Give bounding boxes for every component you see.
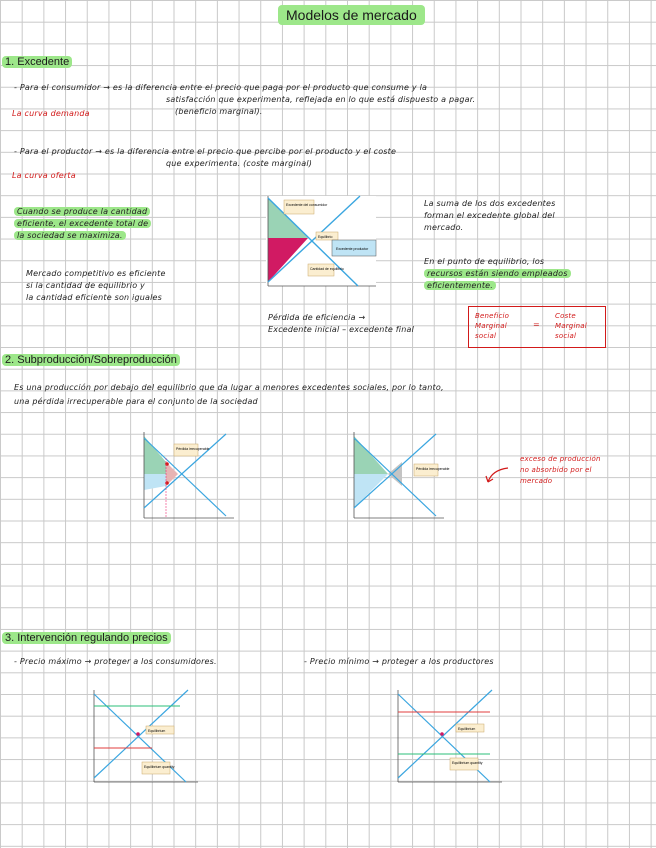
producer-note: La curva oferta <box>12 171 76 180</box>
left-note-block <box>14 206 151 242</box>
surplus-chart <box>250 190 380 300</box>
right-note-5: recursos están siendo empleados <box>424 269 571 278</box>
section2-line2: una pérdida irrecuperable para el conjunto de la sociedad <box>14 397 258 406</box>
max-price-line: - Precio máximo → proteger a los consumidores. <box>14 657 217 666</box>
equilibrium-point <box>136 732 140 736</box>
equilibrium-point <box>440 732 444 736</box>
side-note-2: no absorbido por el <box>520 466 592 474</box>
loss-block <box>268 312 414 336</box>
consumer-note: La curva demanda <box>12 109 90 118</box>
left-note-2: eficiente, el excedente total de <box>14 219 151 228</box>
right-note-3: mercado. <box>424 223 464 232</box>
ps-area <box>144 474 166 490</box>
left-note-block-2 <box>26 268 166 304</box>
producer-line2: que experimenta. (coste marginal) <box>166 159 313 168</box>
left-note-5: si la cantidad de equilibrio y <box>26 281 145 290</box>
max-price-chart <box>80 686 204 794</box>
section2-line1: Es una producción por debajo del equilibrio que da lugar a menores excedentes sociales, por lo tanto, <box>14 383 444 392</box>
left-note-6: la cantidad eficiente son iguales <box>26 293 163 302</box>
marginal-equality-box <box>468 306 606 348</box>
left-note-3: la sociedad se maximiza. <box>14 231 126 240</box>
qty-label: Equilibrium quantity <box>452 761 483 765</box>
right-note-1: La suma de los dos excedentes <box>424 199 556 208</box>
right-note-4: En el punto de equilibrio, los <box>424 257 545 266</box>
left-note-4: Mercado competitivo es eficiente <box>26 269 166 278</box>
consumer-line2: satisfacción que experimenta, reflejada en lo que está dispuesto a pagar. <box>166 95 476 104</box>
producer-surplus-label: Excedente productor <box>336 247 369 251</box>
section1-heading: 1. Excedente <box>2 56 72 68</box>
eq-label: Equilibrium <box>148 729 166 733</box>
producer-line1: - Para el productor → es la diferencia entre el precio que percibe por el producto y el coste <box>14 147 397 156</box>
deadweight-label: Pérdida irrecuperable <box>176 447 210 451</box>
side-note-block <box>520 454 601 487</box>
right-note-block-2 <box>424 256 571 292</box>
right-note-6: eficientemente. <box>424 281 496 290</box>
min-price-chart <box>384 686 508 794</box>
qty-label: Equilibrium quantity <box>144 765 175 769</box>
right-note-2: forman el excedente global del <box>424 211 555 220</box>
left-note-1: Cuando se produce la cantidad <box>14 207 150 216</box>
consumer-line3: (beneficio marginal). <box>175 107 263 116</box>
side-note-3: mercado <box>520 477 553 485</box>
min-price-line: - Precio mínimo → proteger a los productores <box>304 657 494 666</box>
overproduction-chart <box>340 428 450 528</box>
subproduction-chart <box>130 428 240 528</box>
deadweight-label: Pérdida irrecuperable <box>416 467 450 471</box>
consumer-line1: - Para el consumidor → es la diferencia entre el precio que paga por el producto que consume y la <box>14 83 428 92</box>
side-note-1: exceso de producción <box>520 455 601 463</box>
section2-heading: 2. Subproducción/Sobreproducción <box>2 354 180 366</box>
cs-area <box>354 436 388 474</box>
consumer-surplus-label: Excedente del consumidor <box>286 203 328 207</box>
loss-line-1: Pérdida de eficiencia → <box>268 313 366 322</box>
equilibrium-label: Equilibrio <box>318 235 333 239</box>
eq-label: Equilibrium <box>458 727 476 731</box>
quantity-label: Cantidad de equilibrio <box>310 267 344 271</box>
page-title: Modelos de mercado <box>278 5 425 25</box>
box-equals: = <box>533 320 540 329</box>
box-left-text: Beneficio Marginal social <box>475 312 510 340</box>
right-note-block <box>424 198 556 234</box>
loss-line-2: Excedente inicial – excedente final <box>268 325 415 334</box>
box-right-text: Coste Marginal social <box>555 312 587 340</box>
section3-heading: 3. Intervención regulando precios <box>2 632 171 644</box>
arrow-icon <box>484 464 512 486</box>
